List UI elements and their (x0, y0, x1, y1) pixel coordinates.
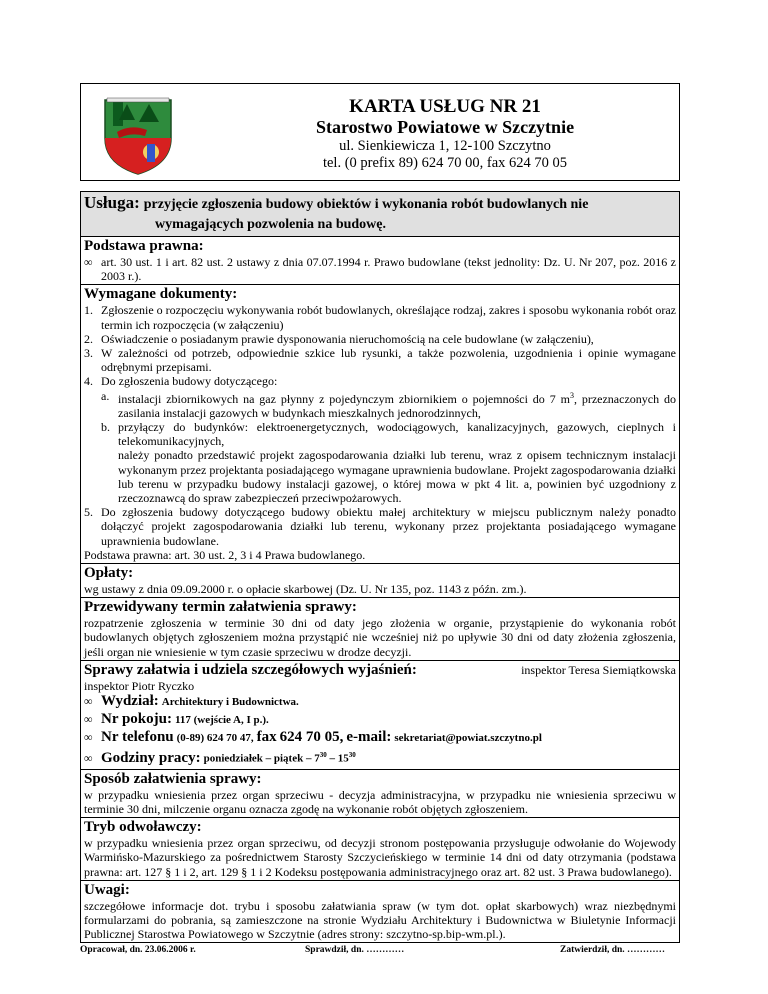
county-coat-of-arms (101, 90, 175, 176)
infinity-bullet-icon: ∞ (84, 730, 93, 745)
appeal-text: w przypadku wniesienia przez organ sprzeciwu, od decyzji stronom postępowania przysługuje odwołanie do Wojewody Warmińsko-Mazurskiego za pośrednictwem Starosty Szczycieńskiego w terminie 14 dni od daty otrzymania (podstawa prawna: art. 127 § 1 i 2, art. 129 § 1 i 2 Kodeksu postępowania administracyjnego oraz art. 82 ust. 3 Prawa budowlanego). (84, 836, 676, 879)
office-address: ul. Sienkiewicza 1, 12-100 Szczytno (339, 138, 551, 154)
document-subitem-b: b. przyłączy do budynków: elektroenergetycznych, wodociągowych, kanalizacyjnych, gazowych, cieplnych i telekomunikacyjnych, (101, 420, 676, 449)
hours-row: ∞ Godziny pracy: poniedziałek – piątek – $7^{30} - 15^{30}$ (84, 749, 356, 766)
method-section (80, 770, 680, 818)
legal-basis-text: art. 30 ust. 1 i art. 82 ust. 2 ustawy z dnia 07.07.1994 r. Prawo budowlane (tekst jednolity: Dz. U. Nr 207, poz. 2016 z 2003 r.). (101, 255, 676, 284)
contact-heading: Sprawy załatwia i udziela szczegółowych wyjaśnień: (84, 661, 417, 678)
service-section (80, 191, 680, 237)
documents-legal-basis: Podstawa prawna: art. 30 ust. 2, 3 i 4 Prawa budowlanego. (84, 547, 366, 562)
document-item: 4. Do zgłoszenia budowy dotyczącego: (84, 374, 278, 389)
method-text: w przypadku wniesienia przez organ sprzeciwu - decyzja administracyjna, w przypadku nie wniesienia sprzeciwu w terminie 30 dni, milczenie organu oznacza zgodę na wykonanie robót objętych zgłoszeniem. (84, 787, 676, 816)
document-item: 5. Do zgłoszenia budowy dotyczącego budowy obiektu małej architektury w miejscu publicznym należy ponadto dołączyć projekt zagospodarowania działki lub terenu, wykonany przez projektanta posiadającego wymagane uprawnienia budowlane. (84, 505, 676, 548)
phone-row: ∞ Nr telefonu (0-89) 624 70 47, fax 624 70 05, e-mail: sekretariat@powiat.szczytno.pl (84, 729, 542, 746)
deadline-text: rozpatrzenie zgłoszenia w terminie 30 dni od daty jego złożenia w organie, przystąpienie do wykonania robót budowlanych objętych zgłoszeniem można przystąpić nie wcześniej niż po upływie 30 dni od daty złożenia zgłoszenia, jeśli organ nie wniesienie w tym czasie sprzeciwu w drodze decyzji. (84, 616, 676, 659)
contact-person-1: inspektor Teresa Siemiątkowska (521, 662, 676, 677)
approved-by: Zatwierdził, dn. ………… (560, 945, 666, 956)
notes-heading: Uwagi: (84, 881, 130, 898)
service-text-line1: przyjęcie zgłoszenia budowy obiektów i wykonania robót budowlanych nie (143, 197, 589, 212)
room-row: ∞ Nr pokoju: 117 (wejście A, I p.). (84, 711, 269, 728)
card-header (80, 83, 680, 181)
fees-text: wg ustawy z dnia 09.09.2000 r. o opłacie skarbowej (Dz. U. Nr 135, poz. 1143 z późn. zm.). (84, 582, 527, 597)
office-name: Starostwo Powiatowe w Szczytnie (315, 117, 575, 137)
documents-section (80, 285, 680, 564)
legal-basis-heading: Podstawa prawna: (84, 238, 204, 254)
documents-heading: Wymagane dokumenty: (84, 286, 238, 303)
infinity-bullet-icon: ∞ (84, 694, 93, 709)
appeal-heading: Tryb odwoławczy: (84, 819, 202, 836)
document-item: 2. Oświadczenie o posiadanym prawie dysponowania nieruchomością na cele budowlane (w załączeniu), (84, 331, 594, 346)
legal-basis-section (80, 237, 680, 285)
checked-by: Sprawdził, dn. ………… (305, 945, 405, 956)
office-phone: tel. (0 prefix 89) 624 70 00, fax 624 70 05 (322, 155, 568, 171)
contact-person-2: inspektor Piotr Ryczko (84, 678, 195, 693)
fees-section (80, 564, 680, 598)
contact-section (80, 661, 680, 770)
fees-heading: Opłaty: (84, 565, 134, 582)
email-link[interactable]: sekretariat@powiat.szczytno.pl (394, 732, 542, 745)
department-row: ∞ Wydział: Architektury i Budownictwa. (84, 693, 299, 710)
method-heading: Sposób załatwienia sprawy: (84, 770, 262, 787)
deadline-heading: Przewidywany termin załatwienia sprawy: (84, 599, 357, 616)
document-subitem-a: a. instalacji zbiornikowych na gaz płynny z pojedynczym zbiornikiem o pojemności do 7 $m^3$, przeznaczonych do zasilania instalacji gazowych w budynkach mieszkalnych jednorodzinnych, (101, 388, 677, 420)
service-card (80, 83, 680, 955)
deadline-section (80, 598, 680, 661)
document-item: 1. Zgłoszenie o rozpoczęciu wykonywania robót budowlanych, określające rodzaj, zakres i sposobu wykonania robót oraz termin ich rozpoczęcia (w załączeniu) (84, 303, 676, 332)
infinity-bullet-icon: ∞ (84, 255, 93, 269)
notes-section (80, 881, 680, 944)
service-label: Usługa: (84, 193, 140, 212)
service-text-line2: wymagających pozwolenia na budowę. (155, 217, 387, 232)
card-title: KARTA USŁUG NR 21 (349, 96, 541, 117)
appeal-section (80, 818, 680, 881)
document-paragraph: należy ponadto przedstawić projekt zagospodarowania działki lub terenu, wraz z opisem technicznym instalacji wykonanym przez projektanta posiadającego wymagane uprawnienia budowlane. Projekt zagospodarowania działki lub terenu w przypadku budowy instalacji gazowej, o której mowa w pkt 4 lit. a, powinien być uzgodniony z rzeczoznawcą do spraw zabezpieczeń przeciwpożarowych. (118, 448, 676, 506)
infinity-bullet-icon: ∞ (84, 750, 93, 765)
infinity-bullet-icon: ∞ (84, 712, 93, 727)
document-item: 3. W zależności od potrzeb, odpowiednie szkice lub rysunki, a także pozwolenia, uzgodnienia i opinie wymagane odrębnymi przepisami. (84, 346, 676, 375)
prepared-by: Opracował, dn. 23.06.2006 r. (80, 945, 196, 956)
card-footer (80, 945, 680, 955)
header-text (211, 96, 679, 172)
notes-text: szczegółowe informacje dot. trybu i sposobu załatwiania spraw (w tym dot. opłat skarbowych) wraz niezbędnymi formularzami do pobrania, są zamieszczone na stronie Wydziału Architektury i Budownictwa w Biuletynie Informacji Publicznej Starostwa Powiatowego w Szczytnie (adres strony: szczytno-sp.bip-wm.pl.). (84, 898, 676, 942)
